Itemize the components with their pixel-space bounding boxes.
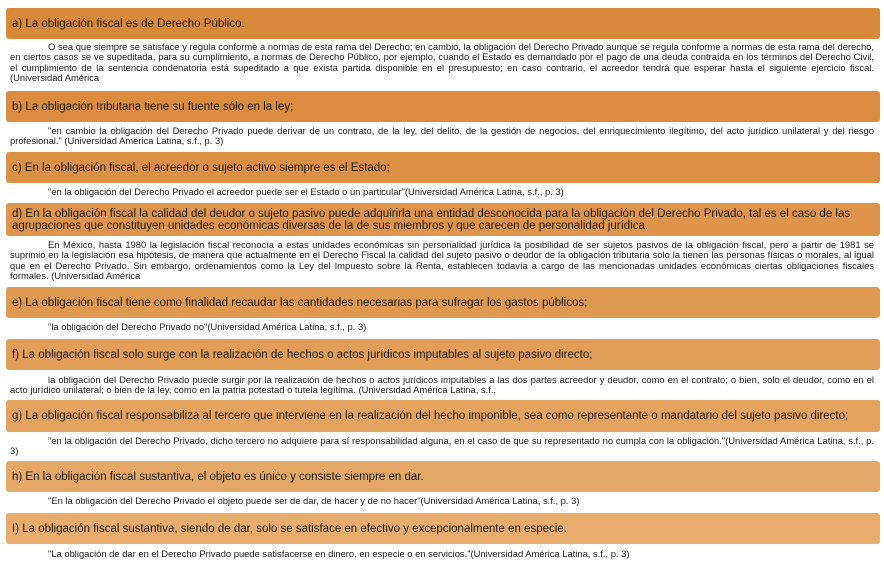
heading-c xyxy=(6,152,880,183)
heading-b-text: b) La obligación tributaria tiene su fuente sólo en la ley; xyxy=(12,100,294,113)
paragraph-f: la obligación del Derecho Privado puede surgir por la realización de hechos o actos jurídicos imputables a las dos partes acreedor y deudor, como en el contrato; o bien, solo el deudor, como en el acto jurídico unilateral; o bien de la ley, como en la patria potestad o tutela legítima. (Universidad América Latina, s.f., xyxy=(10,375,874,396)
heading-d-text: d) En la obligación fiscal la calidad del deudor o sujeto pasivo puede adquirirla una entidad desconocida para la obligación del Derecho Privado, tal es el caso de las agrupaciones que constituyen unidades económicas diversas de la de sus miembros y que carecen de personalidad jurídica. xyxy=(12,207,851,232)
heading-e-text: e) La obligación fiscal tiene como finalidad recaudar las cantidades necesarias para sufragar los gastos públicos; xyxy=(12,296,588,309)
paragraph-g: "en la obligación del Derecho Privado, dicho tercero no adquiere para sí responsabilidad alguna, en el caso de que su representado no cumpla con la obligación."(Universidad América Latina, s.f., p. 3) xyxy=(10,436,874,457)
paragraph-i: "La obligación de dar en el Derecho Privado puede satisfacerse en dinero, en especie o en servicios."(Universidad América Latina, s.f., p. 3) xyxy=(48,549,630,559)
heading-h-text: h) En la obligación fiscal sustantiva, el objeto es único y consiste siempre en dar. xyxy=(12,470,424,483)
heading-a-text: a) La obligación fiscal es de Derecho Público. xyxy=(12,17,245,30)
heading-g-text: g) La obligación fiscal responsabiliza al tercero que interviene en la realización del hecho imponible, sea como representante o mandatario del sujeto pasivo directo; xyxy=(12,410,849,422)
heading-f-text: f) La obligación fiscal solo surge con la realización de hechos o actos jurídicos imputables al sujeto pasivo directo; xyxy=(12,348,593,361)
paragraph-c: "en la obligación del Derecho Privado el acreedor puede ser el Estado o un particular"(Universidad América Latina, s.f., p. 3) xyxy=(48,187,564,197)
heading-i-text: I) La obligación fiscal sustantiva, siendo de dar, solo se satisface en efectivo y excepcionalmente en especie. xyxy=(12,522,567,535)
paragraph-d: En México, hasta 1980 la legislación fiscal reconocía a estas unidades económicas sin personalidad jurídica la posibilidad de ser sujetos pasivos de la obligación fiscal, pero a partir de 1981 se suprimió en la legislación esa hipótesis, de manera que actualmente en el Derecho Fiscal la calidad del sujeto pasivo o deudor de la obligación tributaria solo la tienen las personas físicas o morales, al igual que en el Derecho Privado. Sin embargo, ordenamientos como la Ley del Impuesto sobre la Renta, establecen todavía a cargo de las mencionadas unidades económicas ciertas obligaciones fiscales formales. (Universidad América xyxy=(10,240,874,281)
heading-e xyxy=(6,287,880,318)
heading-i xyxy=(6,513,880,544)
paragraph-e: "la obligación del Derecho Privado no"(Universidad América Latina, s.f., p. 3) xyxy=(48,322,367,332)
heading-c-text: c) En la obligación fiscal, el acreedor o sujeto activo siempre es el Estado; xyxy=(12,161,390,174)
heading-h xyxy=(6,461,880,492)
heading-b xyxy=(6,91,880,122)
paragraph-h: "En la obligación del Derecho Privado el objeto puede ser de dar, de hacer y de no hacer"(Universidad América Latina, s.f., p. 3) xyxy=(48,496,580,506)
paragraph-a: O sea que siempre se satisface y regula conforme a normas de esta rama del Derecho; en cambio, la obligación del Derecho Privado aunque se regula conforme a normas de esta rama del derecho, en ciertos casos se ve supeditada, para su cumplimiento, a normas de Derecho Público, por ejemplo, cuando el Estado es demandado por el pago de una deuda contraída en los términos del Derecho Civil, el cumplimiento de la sentencia condenatoria está supeditado a que exista partida disponible en el presupuesto; en caso contrario, el acreedor tendrá que esperar hasta el siguiente ejercicio fiscal. (Universidad América xyxy=(10,42,874,83)
heading-d xyxy=(6,203,880,236)
heading-g xyxy=(6,400,880,432)
heading-a xyxy=(6,8,880,39)
paragraph-b: "en cambio la obligación del Derecho Privado puede derivar de un contrato, de la ley, del delito, de la gestión de negocios, del enriquecimiento ilegítimo, del acto jurídico unilateral y del riesgo profesional." (Universidad América Latina, s.f., p. 3) xyxy=(10,126,874,147)
heading-f xyxy=(6,339,880,370)
